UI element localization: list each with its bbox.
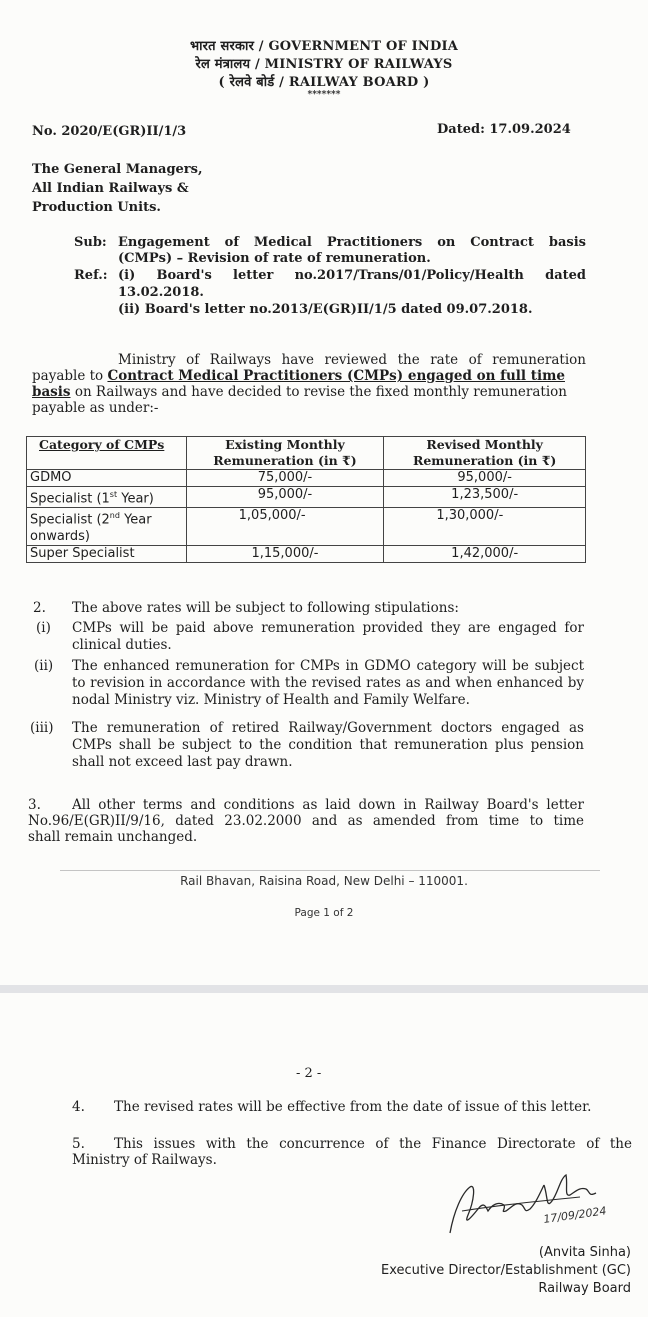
stipulation-number: (iii) (30, 720, 54, 736)
letter-date: Dated: 17.09.2024 (437, 122, 571, 137)
para-4-text: The revised rates will be effective from the date of issue of this letter. (114, 1099, 592, 1115)
intro-line-2 (32, 368, 592, 384)
para-5-line-1: This issues with the concurrence of the Finance Directorate of the (114, 1136, 632, 1152)
reference-1-line-1: (i) Board's letter no.2017/Trans/01/Policy/Health dated (118, 268, 586, 283)
header-stars: ******* (307, 90, 341, 100)
intro-line-3 (32, 384, 592, 400)
stipulation-text: CMPs will be paid above remuneration provided they are engaged for clinical duties. (72, 620, 584, 653)
addressee-line: The General Managers, (32, 162, 203, 177)
cell-revised: 1,30,000/- (384, 508, 586, 545)
footer-rule (60, 870, 600, 871)
signatory-title: Executive Director/Establishment (GC) (381, 1263, 631, 1278)
para-2-text: The above rates will be subject to following stipulations: (72, 600, 459, 616)
addressee-line: Production Units. (32, 200, 161, 215)
intro-line-1: Ministry of Railways have reviewed the rate of remuneration (118, 352, 586, 368)
signatory-organisation: Railway Board (538, 1281, 631, 1296)
subject-line-2: (CMPs) – Revision of rate of remuneration. (118, 251, 431, 266)
subject-label: Sub: (74, 235, 107, 250)
subject-line-1: Engagement of Medical Practitioners on Contract basis (118, 235, 586, 250)
cell-existing: 1,05,000/- (186, 508, 384, 545)
signature-date: 17/09/2024 (542, 1204, 608, 1226)
reference-2: (ii) Board's letter no.2013/E(GR)II/1/5 dated 09.07.2018. (118, 302, 533, 317)
table-header-row (27, 437, 586, 470)
stipulation-number: (i) (36, 620, 51, 636)
addressee-block (32, 160, 203, 217)
letter-number: No. 2020/E(GR)II/1/3 (32, 124, 187, 139)
cell-category: Specialist (2nd Year onwards) (27, 508, 187, 545)
cell-category: GDMO (27, 470, 187, 487)
cell-existing: 95,000/- (186, 487, 384, 508)
header-category: Category of CMPs (27, 437, 187, 470)
signature-image (440, 1171, 630, 1241)
para-3-number: 3. (28, 797, 41, 813)
para-3-line-1: All other terms and conditions as laid down in Railway Board's letter (72, 797, 584, 813)
intro-line-4: payable as under:- (32, 400, 159, 416)
cell-revised: 1,23,500/- (384, 487, 586, 508)
stipulation-number: (ii) (34, 658, 54, 674)
table-row (27, 470, 586, 487)
signatory-block (381, 1244, 631, 1298)
cell-category: Super Specialist (27, 545, 187, 562)
para-5-number: 5. (72, 1136, 85, 1152)
stipulation-text: The remuneration of retired Railway/Government doctors engaged as CMPs shall be subject to the condition that remuneration plus pension shall not exceed last pay drawn. (72, 720, 584, 770)
remuneration-table (26, 436, 586, 563)
header-board: ( रेलवे बोर्ड / RAILWAY BOARD ) (218, 75, 430, 90)
table-row (27, 487, 586, 508)
para-2-number: 2. (33, 600, 46, 616)
para-5-line-2: Ministry of Railways. (72, 1152, 217, 1168)
cell-existing: 1,15,000/- (186, 545, 384, 562)
cell-existing: 75,000/- (186, 470, 384, 487)
stipulation-text: The enhanced remuneration for CMPs in GDMO category will be subject to revision in accordance with the revised rates as and when enhanced by nodal Ministry viz. Ministry of Health and Family Welfare. (72, 658, 584, 708)
letter-page-2 (0, 993, 648, 1317)
header-government: भारत सरकार / GOVERNMENT OF INDIA (189, 39, 459, 54)
page-separator (0, 985, 648, 993)
page-2-marker: - 2 - (296, 1066, 322, 1081)
intro-text: on Railways and have decided to revise the fixed monthly remuneration (70, 384, 567, 400)
intro-text: payable to (32, 368, 108, 384)
intro-emphasis: basis (32, 384, 71, 400)
intro-emphasis: Contract Medical Practitioners (CMPs) engaged on full time (107, 368, 565, 384)
para-3-line-2: No.96/E(GR)II/9/16, dated 23.02.2000 and as amended from time to time (28, 813, 584, 829)
para-3-line-3: shall remain unchanged. (28, 829, 198, 845)
header-ministry: रेल मंत्रालय / MINISTRY OF RAILWAYS (195, 57, 453, 72)
cell-revised: 95,000/- (384, 470, 586, 487)
cell-revised: 1,42,000/- (384, 545, 586, 562)
table-row (27, 545, 586, 562)
header-revised: Revised Monthly Remuneration (in ₹) (384, 437, 586, 470)
cell-category: Specialist (1st Year) (27, 487, 187, 508)
footer-address: Rail Bhavan, Raisina Road, New Delhi – 110001. (180, 874, 468, 888)
reference-1-line-2: 13.02.2018. (118, 285, 204, 300)
para-4-number: 4. (72, 1099, 85, 1115)
header-existing: Existing Monthly Remuneration (in ₹) (186, 437, 384, 470)
table-row (27, 508, 586, 545)
page-number: Page 1 of 2 (294, 907, 354, 919)
signatory-name: (Anvita Sinha) (538, 1245, 631, 1260)
reference-label: Ref.: (74, 268, 108, 283)
addressee-line: All Indian Railways & (32, 181, 189, 196)
